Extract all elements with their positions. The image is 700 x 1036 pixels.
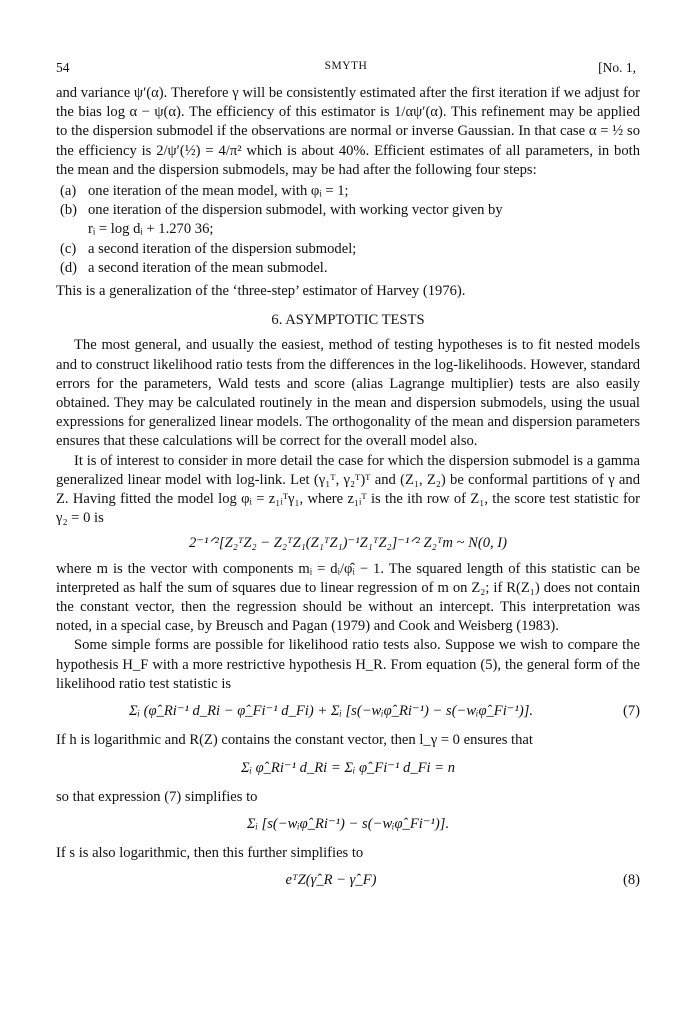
step-continuation: rᵢ = log dᵢ + 1.270 36; — [88, 221, 214, 238]
step-list — [56, 182, 640, 278]
step-text: one iteration of the dispersion submodel, with working vector given by — [88, 202, 503, 219]
equation-final — [56, 871, 640, 890]
step-label: (a) — [60, 183, 77, 200]
equation-sum — [56, 759, 640, 778]
equation-text: Σᵢ (φ̂_Ri⁻¹ d_Ri − φ̂_Fi⁻¹ d_Fi) + Σᵢ [s(−wᵢφ̂_Ri⁻¹) − s(−wᵢφ̂_Fi⁻¹)]. — [128, 703, 534, 720]
list-item — [56, 259, 640, 278]
paragraph: where m is the vector with components mᵢ = dᵢ/φ̂ᵢ − 1. The squared length of this statistic can be interpreted as half the sum of squares due to linear regression of m on Z₂; if R(Z₁) does not contain the constant vector, then the regression should be without an intercept. This interpretation was noted, in a special case, by Breusch and Pagan (1979) and Cook and Weisberg (1983). — [56, 560, 640, 635]
equation-number: (7) — [622, 703, 640, 720]
step-text: a second iteration of the mean submodel. — [88, 259, 328, 276]
equation-simplified — [56, 815, 640, 834]
paragraph: If h is logarithmic and R(Z) contains the constant vector, then l_γ = 0 ensures that — [56, 732, 533, 749]
list-item — [56, 201, 640, 220]
list-item — [56, 240, 640, 259]
issue-label: [No. 1, — [598, 60, 636, 75]
equation-text: Σᵢ [s(−wᵢφ̂_Ri⁻¹) − s(−wᵢφ̂_Fi⁻¹)]. — [246, 815, 450, 832]
paragraph: If s is also logarithmic, then this further simplifies to — [56, 845, 364, 862]
running-head: SMYTH — [324, 60, 368, 72]
equation-text: eᵀZ(γ̂_R − γ̂_F) — [285, 872, 377, 889]
paragraph: It is of interest to consider in more detail the case for which the dispersion submodel is a gamma generalized linear model with log-link. Let (γ₁ᵀ, γ₂ᵀ)ᵀ and (Z₁, Z₂) be conformal partitions of γ and Z. Having fitted the model log φᵢ = z₁ᵢᵀγ₁, where z₁ᵢᵀ is the ith row of Z₁, the score test statistic for γ₂ = 0 is — [56, 452, 640, 527]
equation-score — [56, 534, 640, 553]
equation-text: 2⁻¹ᐟ²[Z₂ᵀZ₂ − Z₂ᵀZ₁(Z₁ᵀZ₁)⁻¹Z₁ᵀZ₂]⁻¹ᐟ² Z₂ᵀm ~ N(0, I) — [188, 535, 508, 552]
equation-number: (8) — [622, 872, 640, 889]
paragraph: so that expression (7) simplifies to — [56, 788, 258, 805]
step-text: one iteration of the mean model, with φᵢ = 1; — [88, 183, 349, 200]
page-number: 54 — [56, 60, 70, 75]
paragraph: This is a generalization of the ‘three-step’ estimator of Harvey (1976). — [56, 283, 466, 300]
step-label: (b) — [60, 202, 78, 219]
equation-text: Σᵢ φ̂_Ri⁻¹ d_Ri = Σᵢ φ̂_Fi⁻¹ d_Fi = n — [240, 759, 456, 776]
article-body — [56, 84, 640, 901]
section-heading: 6. ASYMPTOTIC TESTS — [271, 312, 425, 329]
step-label: (c) — [60, 240, 77, 257]
step-label: (d) — [60, 259, 78, 276]
step-text: a second iteration of the dispersion submodel; — [88, 240, 357, 257]
list-item — [56, 182, 640, 201]
equation-lr — [56, 702, 640, 721]
paragraph: The most general, and usually the easiest, method of testing hypotheses is to fit nested models and to construct likelihood ratio tests from the differences in the log-likelihoods. However, standard errors for the parameters, Wald tests and score (alias Lagrange multiplier) tests are also easily obtained. They may be calculated routinely in the mean and dispersion submodels, using the usual expressions for generalized linear models. The orthogonality of the mean and dispersion parameters ensures that these calculations will be correct for the overall model also. — [56, 337, 640, 450]
paragraph: and variance ψ′(α). Therefore γ will be consistently estimated after the first iteration if we adjust for the bias log α − ψ(α). The efficiency of this estimator is 1/αψ′(α). This refinement may be applied to the dispersion submodel if the observations are normal or inverse Gaussian. In that case α = ½ so the efficiency is 2/ψ′(½) = 4/π² which is about 40%. Efficient estimates of all parameters, in both the mean and the dispersion submodels, may be had after the following four steps: — [56, 85, 640, 178]
paragraph: Some simple forms are possible for likelihood ratio tests also. Suppose we wish to compare the hypothesis H_F with a more restrictive hypothesis H_R. From equation (5), the general form of the likelihood ratio test statistic is — [56, 637, 640, 692]
page-header — [56, 60, 636, 82]
